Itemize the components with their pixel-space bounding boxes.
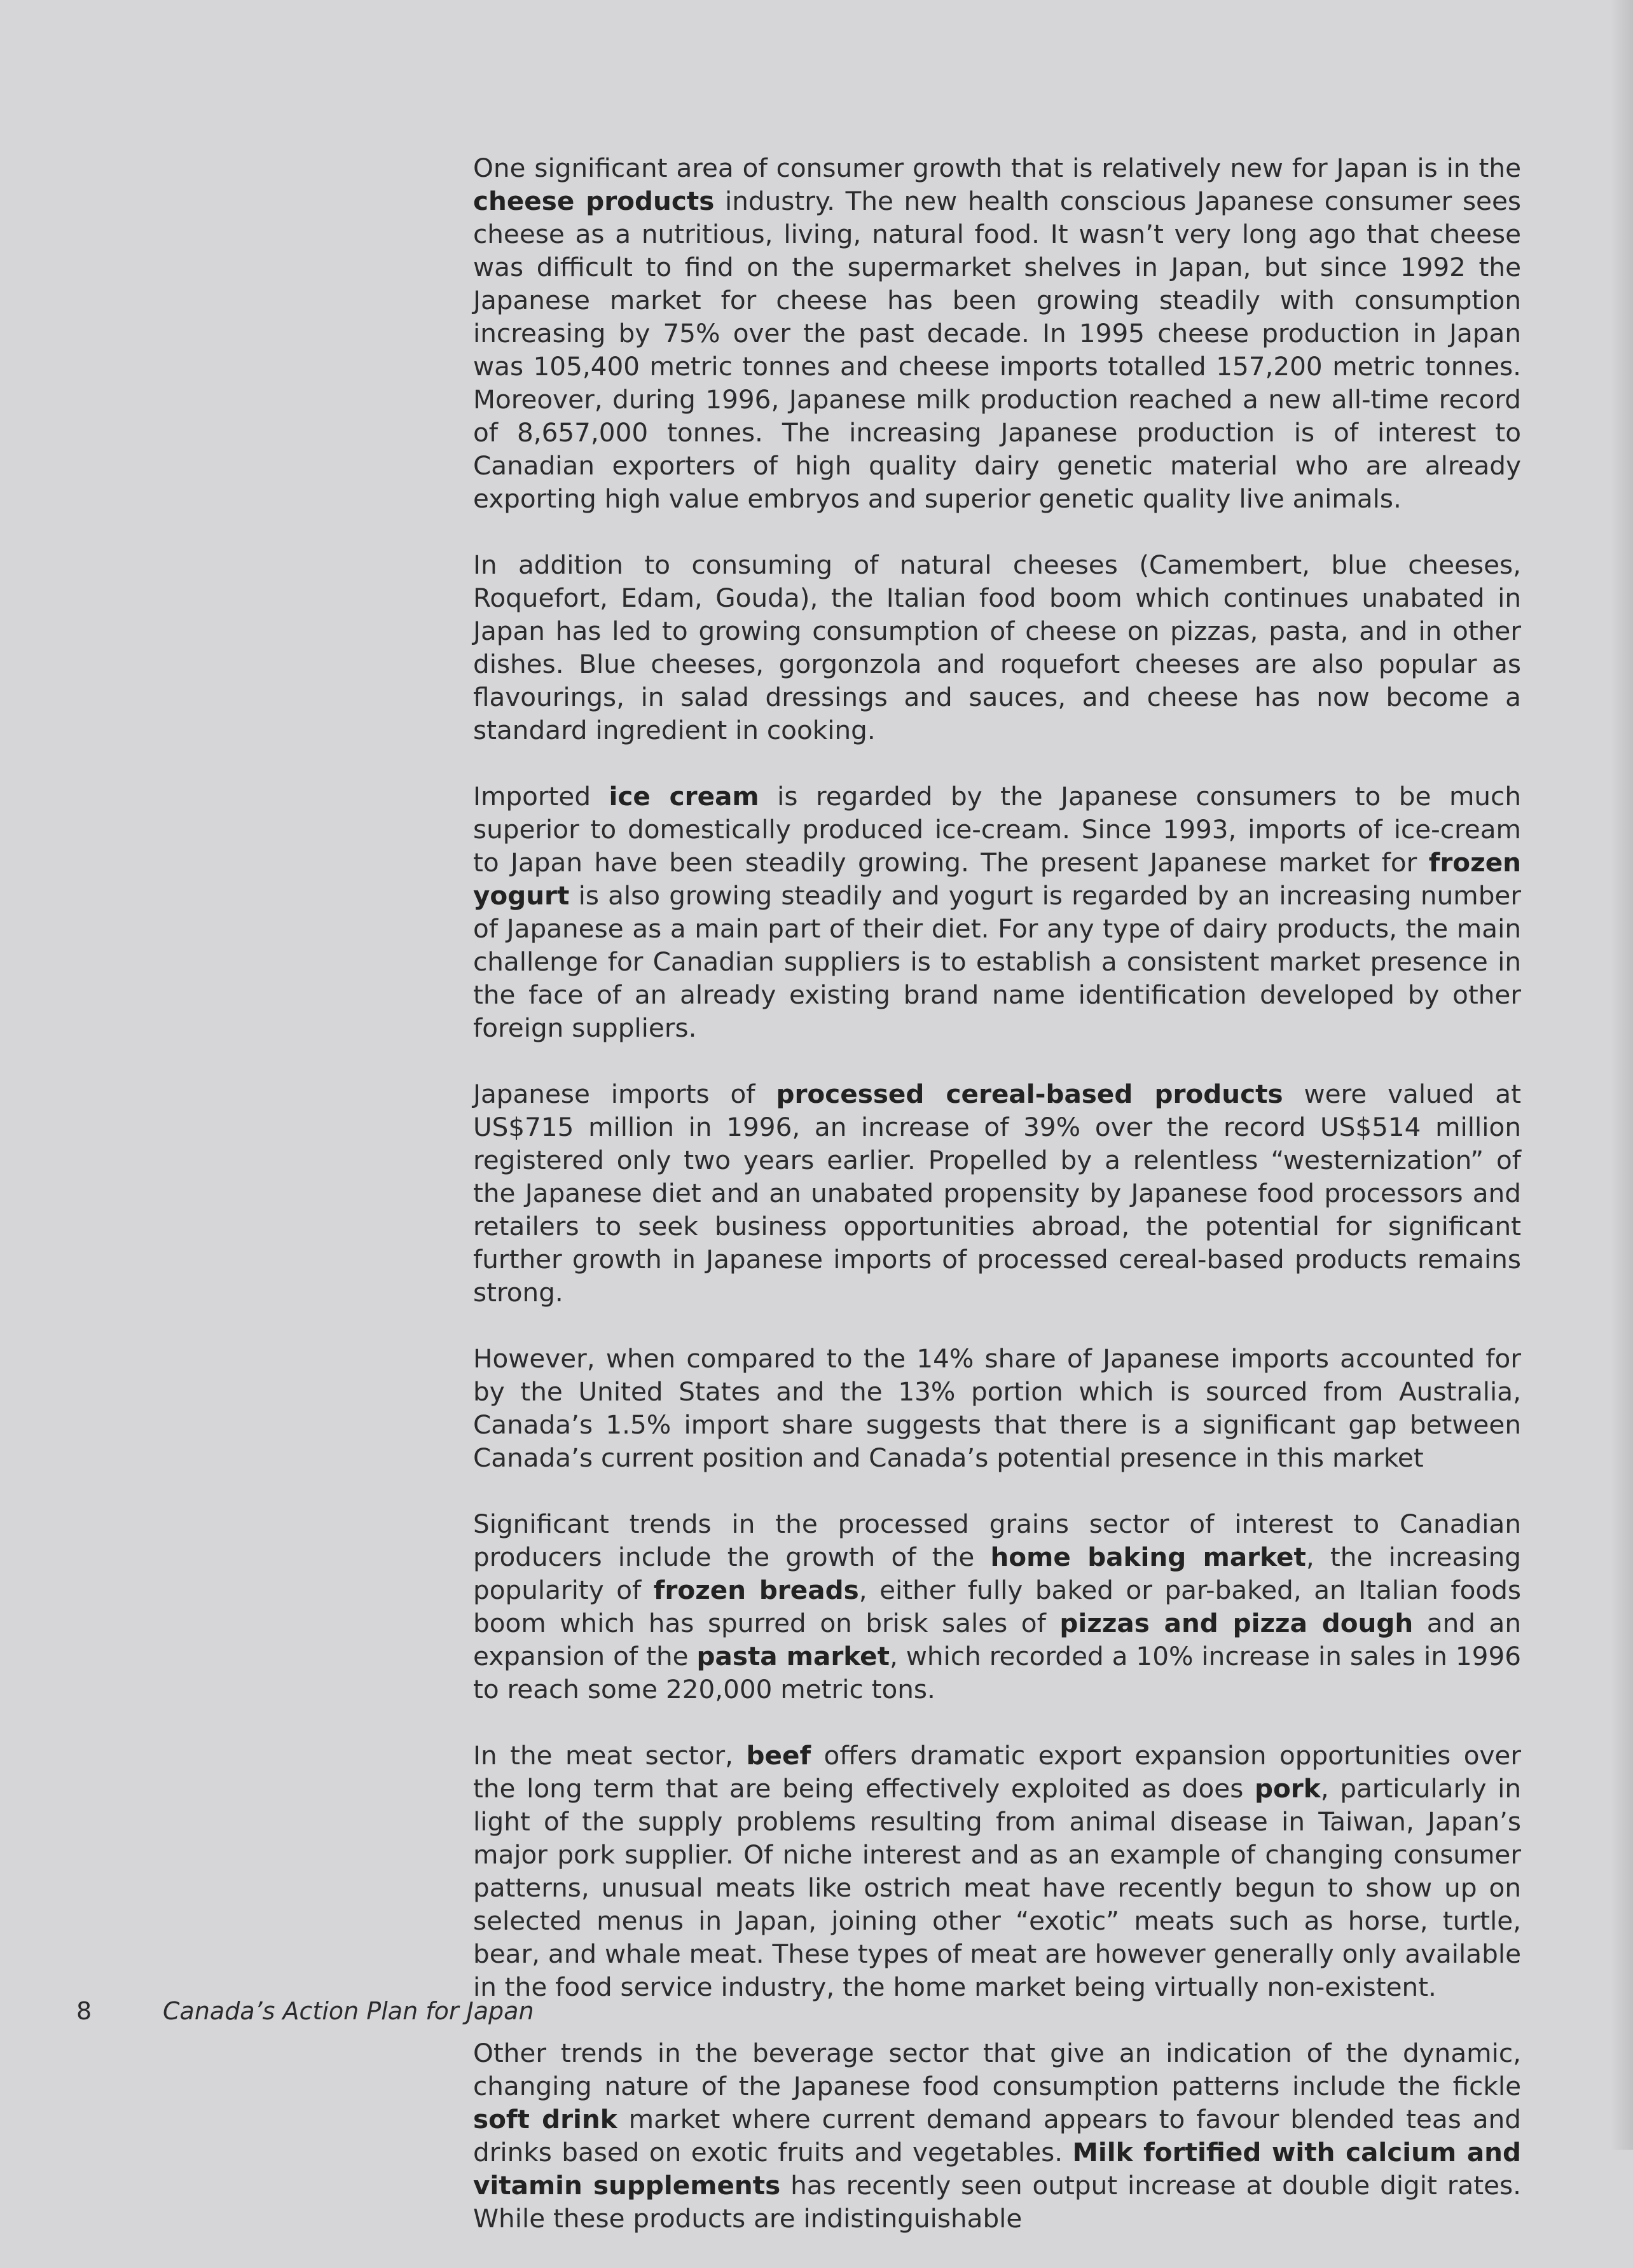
text-run: is also growing steadily and yogurt is regarded by an increasing number of Japanese as a main part of their diet. For any type of dairy products, the main challenge for Canadian suppliers is to establish a consistent market presence in the face of an already existing brand name identification developed by other foreign suppliers. xyxy=(473,880,1521,1043)
text-run: industry. The new health conscious Japanese consumer sees cheese as a nutritious, living, natural food. It wasn’t very long ago that cheese was difficult to find on the supermarket shelves in Japan, but since 1992 the Japanese market for cheese has been growing steadily with consumption increasing by 75% over the past decade. In 1995 cheese production in Japan was 105,400 metric tonnes and cheese imports totalled 157,200 metric tonnes. Moreover, during 1996, Japanese milk production reached a new all-time record of 8,657,000 tonnes. The increasing Japanese production is of interest to Canadian exporters of high quality dairy genetic material who are already exporting high value embryos and superior genetic quality live animals. xyxy=(473,186,1521,514)
bold-term: pizzas and pizza dough xyxy=(1059,1608,1414,1638)
text-run: and an expansion of the xyxy=(473,1608,1521,1671)
document-title: Canada’s Action Plan for Japan xyxy=(163,1997,534,2025)
text-run: One significant area of consumer growth that is relatively new for Japan is in the xyxy=(473,153,1521,183)
bold-term: ice cream xyxy=(609,781,759,812)
bold-term: home baking market xyxy=(990,1542,1306,1572)
text-run: market where current demand appears to favour blended teas and drinks based on exotic fruits and vegetables. xyxy=(473,2104,1521,2168)
bold-term: pork xyxy=(1254,1773,1321,1804)
text-run: , particularly in light of the supply problems resulting from animal disease in Taiwan, Japan’s major pork supplier. Of niche interest and as an example of changing consumer patterns, unusual meats like ostrich meat have recently begun to show up on selected menus in Japan, joining other “exotic” meats such as horse, turtle, bear, and whale meat. These types of meat are however generally only available in the food service industry, the home market being virtually non-existent. xyxy=(473,1773,1521,2002)
text-run: Imported xyxy=(473,781,609,812)
bold-term: frozen breads xyxy=(653,1575,859,1605)
body-text xyxy=(473,151,1521,2268)
text-run: , either fully baked or par-baked, an Italian foods boom which has spurred on brisk sales of xyxy=(473,1575,1522,1638)
paragraph-natural-cheeses xyxy=(473,548,1521,747)
paragraph-cereal-products xyxy=(473,1077,1521,1309)
bold-term: cheese products xyxy=(473,186,715,216)
bold-term: pasta market xyxy=(696,1641,890,1671)
bold-term: Milk fortified with calcium and vitamin supplements xyxy=(473,2137,1521,2201)
bold-term: soft drink xyxy=(473,2104,617,2134)
paragraph-beverage-sector xyxy=(473,2036,1521,2235)
text-run: is regarded by the Japanese consumers to be much superior to domestically produced ice-cream. Since 1993, imports of ice-cream to Japan have been steadily growing. The present Japanese market for xyxy=(473,781,1521,878)
text-run: Other trends in the beverage sector that give an indication of the dynamic, changing nature of the Japanese food consumption patterns include the fickle xyxy=(473,2038,1521,2101)
paragraph-meat-sector xyxy=(473,1739,1521,2003)
text-run: However, when compared to the 14% share of Japanese imports accounted for by the United States and the 13% portion which is sourced from Australia, Canada’s 1.5% import share suggests that there is a significant gap between Canada’s current position and Canada’s potential presence in this market xyxy=(473,1343,1521,1473)
text-run: In addition to consuming of natural cheeses (Camembert, blue cheeses, Roquefort, Edam, Gouda), the Italian food boom which continues unabated in Japan has led to growing consumption of cheese on pizzas, pasta, and in other dishes. Blue cheeses, gorgonzola and roquefort cheeses are also popular as flavourings, in salad dressings and sauces, and cheese has now become a standard ingredient in cooking. xyxy=(473,550,1521,745)
text-run: offers dramatic export expansion opportunities over the long term that are being effectively exploited as does xyxy=(473,1740,1522,1804)
bold-term: frozen yogurt xyxy=(473,847,1521,911)
bold-term: processed cereal-based products xyxy=(776,1079,1283,1109)
page-number: 8 xyxy=(76,1997,92,2025)
paragraph-processed-grains xyxy=(473,1507,1521,1706)
paragraph-ice-cream xyxy=(473,780,1521,1044)
text-run: Japanese imports of xyxy=(473,1079,776,1109)
text-run: were valued at US$715 million in 1996, an increase of 39% over the record US$514 million registered only two years earlier. Propelled by a relentless “westernization” of the Japanese diet and an unabated propensity by Japanese food processors and retailers to seek business opportunities abroad, the potential for significant further growth in Japanese imports of processed cereal-based products remains strong. xyxy=(473,1079,1521,1308)
text-run: has recently seen output increase at double digit rates. While these products are indistinguishable xyxy=(473,2170,1521,2234)
page-edge-shadow xyxy=(1610,0,1633,2150)
text-run: Significant trends in the processed grains sector of interest to Canadian producers include the growth of the xyxy=(473,1509,1521,1572)
paragraph-import-share xyxy=(473,1342,1521,1474)
paragraph-cheese-products xyxy=(473,151,1521,515)
text-run: , which recorded a 10% increase in sales in 1996 to reach some 220,000 metric tons. xyxy=(473,1641,1521,1704)
text-run: In the meat sector, xyxy=(473,1740,747,1771)
text-run: , the increasing popularity of xyxy=(473,1542,1522,1605)
bold-term: beef xyxy=(746,1740,811,1771)
